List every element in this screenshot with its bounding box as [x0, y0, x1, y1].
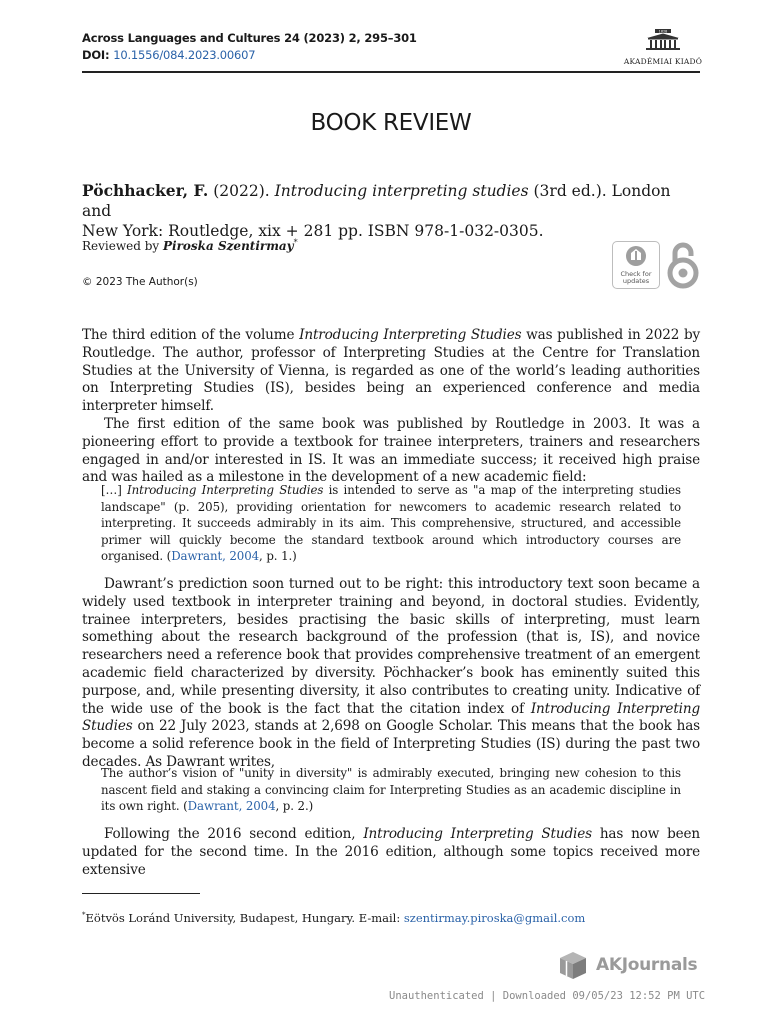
paragraph: The first edition of the same book was published by Routledge in 2003. It was a pioneering effort to provide a textbook for trainee interpreters, trainers and researchers engaged in and/or interested in IS. It was an immediate success; it received high praise and was hailed as a milestone in the development of a new academic field:: [82, 415, 700, 486]
q1-reference-link[interactable]: Dawrant, 2004: [171, 549, 260, 563]
reviewer-marker: *: [293, 238, 298, 247]
check-for-updates-badge[interactable]: [612, 241, 660, 289]
header-rule: [82, 71, 700, 73]
open-access-badge: [666, 240, 700, 294]
download-watermark: Unauthenticated | Downloaded 09/05/23 12:52 PM UTC: [389, 990, 706, 1002]
publisher-logo: [616, 29, 710, 66]
page-title: BOOK REVIEW: [310, 110, 472, 136]
p3-end: on 22 July 2023, stands at 2,698 on Google Scholar. This means that the book has become a solid reference book in the field of Interpreting Studies (IS) during the past two decades. As Dawrant writes,: [82, 718, 701, 770]
citation-rest-line2: New York: Routledge, xix + 281 pp. ISBN 978-1-032-0305.: [82, 222, 544, 240]
reviewer-prefix: Reviewed by: [82, 239, 160, 253]
copyright-notice: © 2023 The Author(s): [82, 276, 198, 288]
footnote: [82, 911, 585, 925]
check-updates-icon: [625, 245, 647, 267]
citation-rest-line1: (3rd ed.). London and: [82, 182, 671, 220]
doi-line: [82, 48, 255, 62]
reviewer-name: Piroska Szentirmay: [163, 239, 294, 253]
citation-author: Pöchhacker, F.: [82, 181, 209, 200]
akjournals-wordmark: AKJournals: [596, 955, 698, 975]
akademiai-kiado-building-icon: [643, 29, 683, 51]
publisher-logo-year: 1828: [658, 29, 668, 34]
body-paragraphs-1: [82, 327, 700, 487]
footnote-email-link[interactable]: szentirmay.piroska@gmail.com: [403, 911, 586, 925]
check-updates-line2: updates: [622, 277, 650, 285]
akjournals-logo: [556, 948, 697, 982]
block-quote-2: [101, 765, 681, 815]
publisher-name: AKADÉMIAI KIADÓ: [623, 57, 703, 66]
reviewer-line: [82, 238, 298, 253]
q1-end: , p. 1.): [259, 549, 297, 563]
p4-book-title: Introducing Interpreting Studies: [363, 826, 592, 842]
journal-citation: Across Languages and Cultures 24 (2023) 2, 295–301: [82, 31, 417, 45]
check-updates-line1: Check for: [620, 270, 652, 278]
p4-start: Following the 2016 second edition,: [104, 826, 356, 842]
block-quote-1: [101, 482, 681, 565]
open-access-lock-icon: [666, 240, 700, 290]
body-paragraph-4: [82, 826, 700, 879]
q1-start: […]: [101, 483, 122, 497]
citation-book-title: Introducing interpreting studies: [274, 182, 529, 200]
p1-start: The third edition of the volume: [82, 327, 295, 343]
p3-start: Dawrant’s prediction soon turned out to be right: this introductory text soon became a widely used textbook in interpreter training and beyond, in doctoral studies. Evidently, trainee interpreters, besides practising the basic skills of interpreting, must learn something about the research background of the profession (that is, IS), and novice researchers need a reference book that provides comprehensive treatment of an emergent academic field characterized by diversity. Pöchhacker’s book has eminently suited this purpose, and, while presenting diversity, it also contributes to creating unity. Indicative of the wide use of the book is the fact that the citation index of: [82, 576, 700, 717]
q1-book-title: Introducing Interpreting Studies: [127, 483, 324, 497]
doi-link[interactable]: 10.1556/084.2023.00607: [113, 48, 256, 62]
q2-end: , p. 2.): [275, 799, 314, 813]
footnote-affiliation: Eötvös Loránd University, Budapest, Hungary. E-mail:: [85, 911, 401, 925]
p4-end: has now been updated for the second time. In the 2016 edition, although some topics received more extensive: [82, 826, 701, 878]
p1-book-title: Introducing Interpreting Studies: [299, 327, 522, 343]
akjournals-books-icon: [556, 948, 590, 982]
p1-end: was published in 2022 by Routledge. The author, professor of Interpreting Studies at the Centre for Translation Studies at the University of Vienna, is regarded as one of the world’s leading authorities on Interpreting Studies (IS), besides being an experienced conference and media interpreter himself.: [82, 327, 701, 415]
footnote-rule: [82, 893, 200, 894]
q2-text: The author’s vision of "unity in diversity" is admirably executed, bringing new cohesion to this nascent field and staking a convincing claim for Interpreting Studies as an academic discipline in its own right. (: [101, 766, 681, 813]
p3-book-title: Introducing Interpreting Studies: [82, 700, 700, 735]
paragraph: [82, 327, 700, 416]
footnote-marker: *: [82, 911, 86, 920]
body-paragraph-3: [82, 576, 700, 772]
q2-reference-link[interactable]: Dawrant, 2004: [187, 799, 276, 813]
doi-label: DOI:: [82, 48, 110, 62]
q1-text: is intended to serve as "a map of the interpreting studies landscape" (p. 205), providing orientation for newcomers to academic research related to interpreting. It succeeds admirably in its aim. This comprehensive, structured, and accessible primer will quickly become the standard textbook around which introductory courses are organised. (: [101, 483, 682, 563]
book-citation: [82, 181, 702, 241]
citation-year: (2022).: [213, 182, 270, 200]
